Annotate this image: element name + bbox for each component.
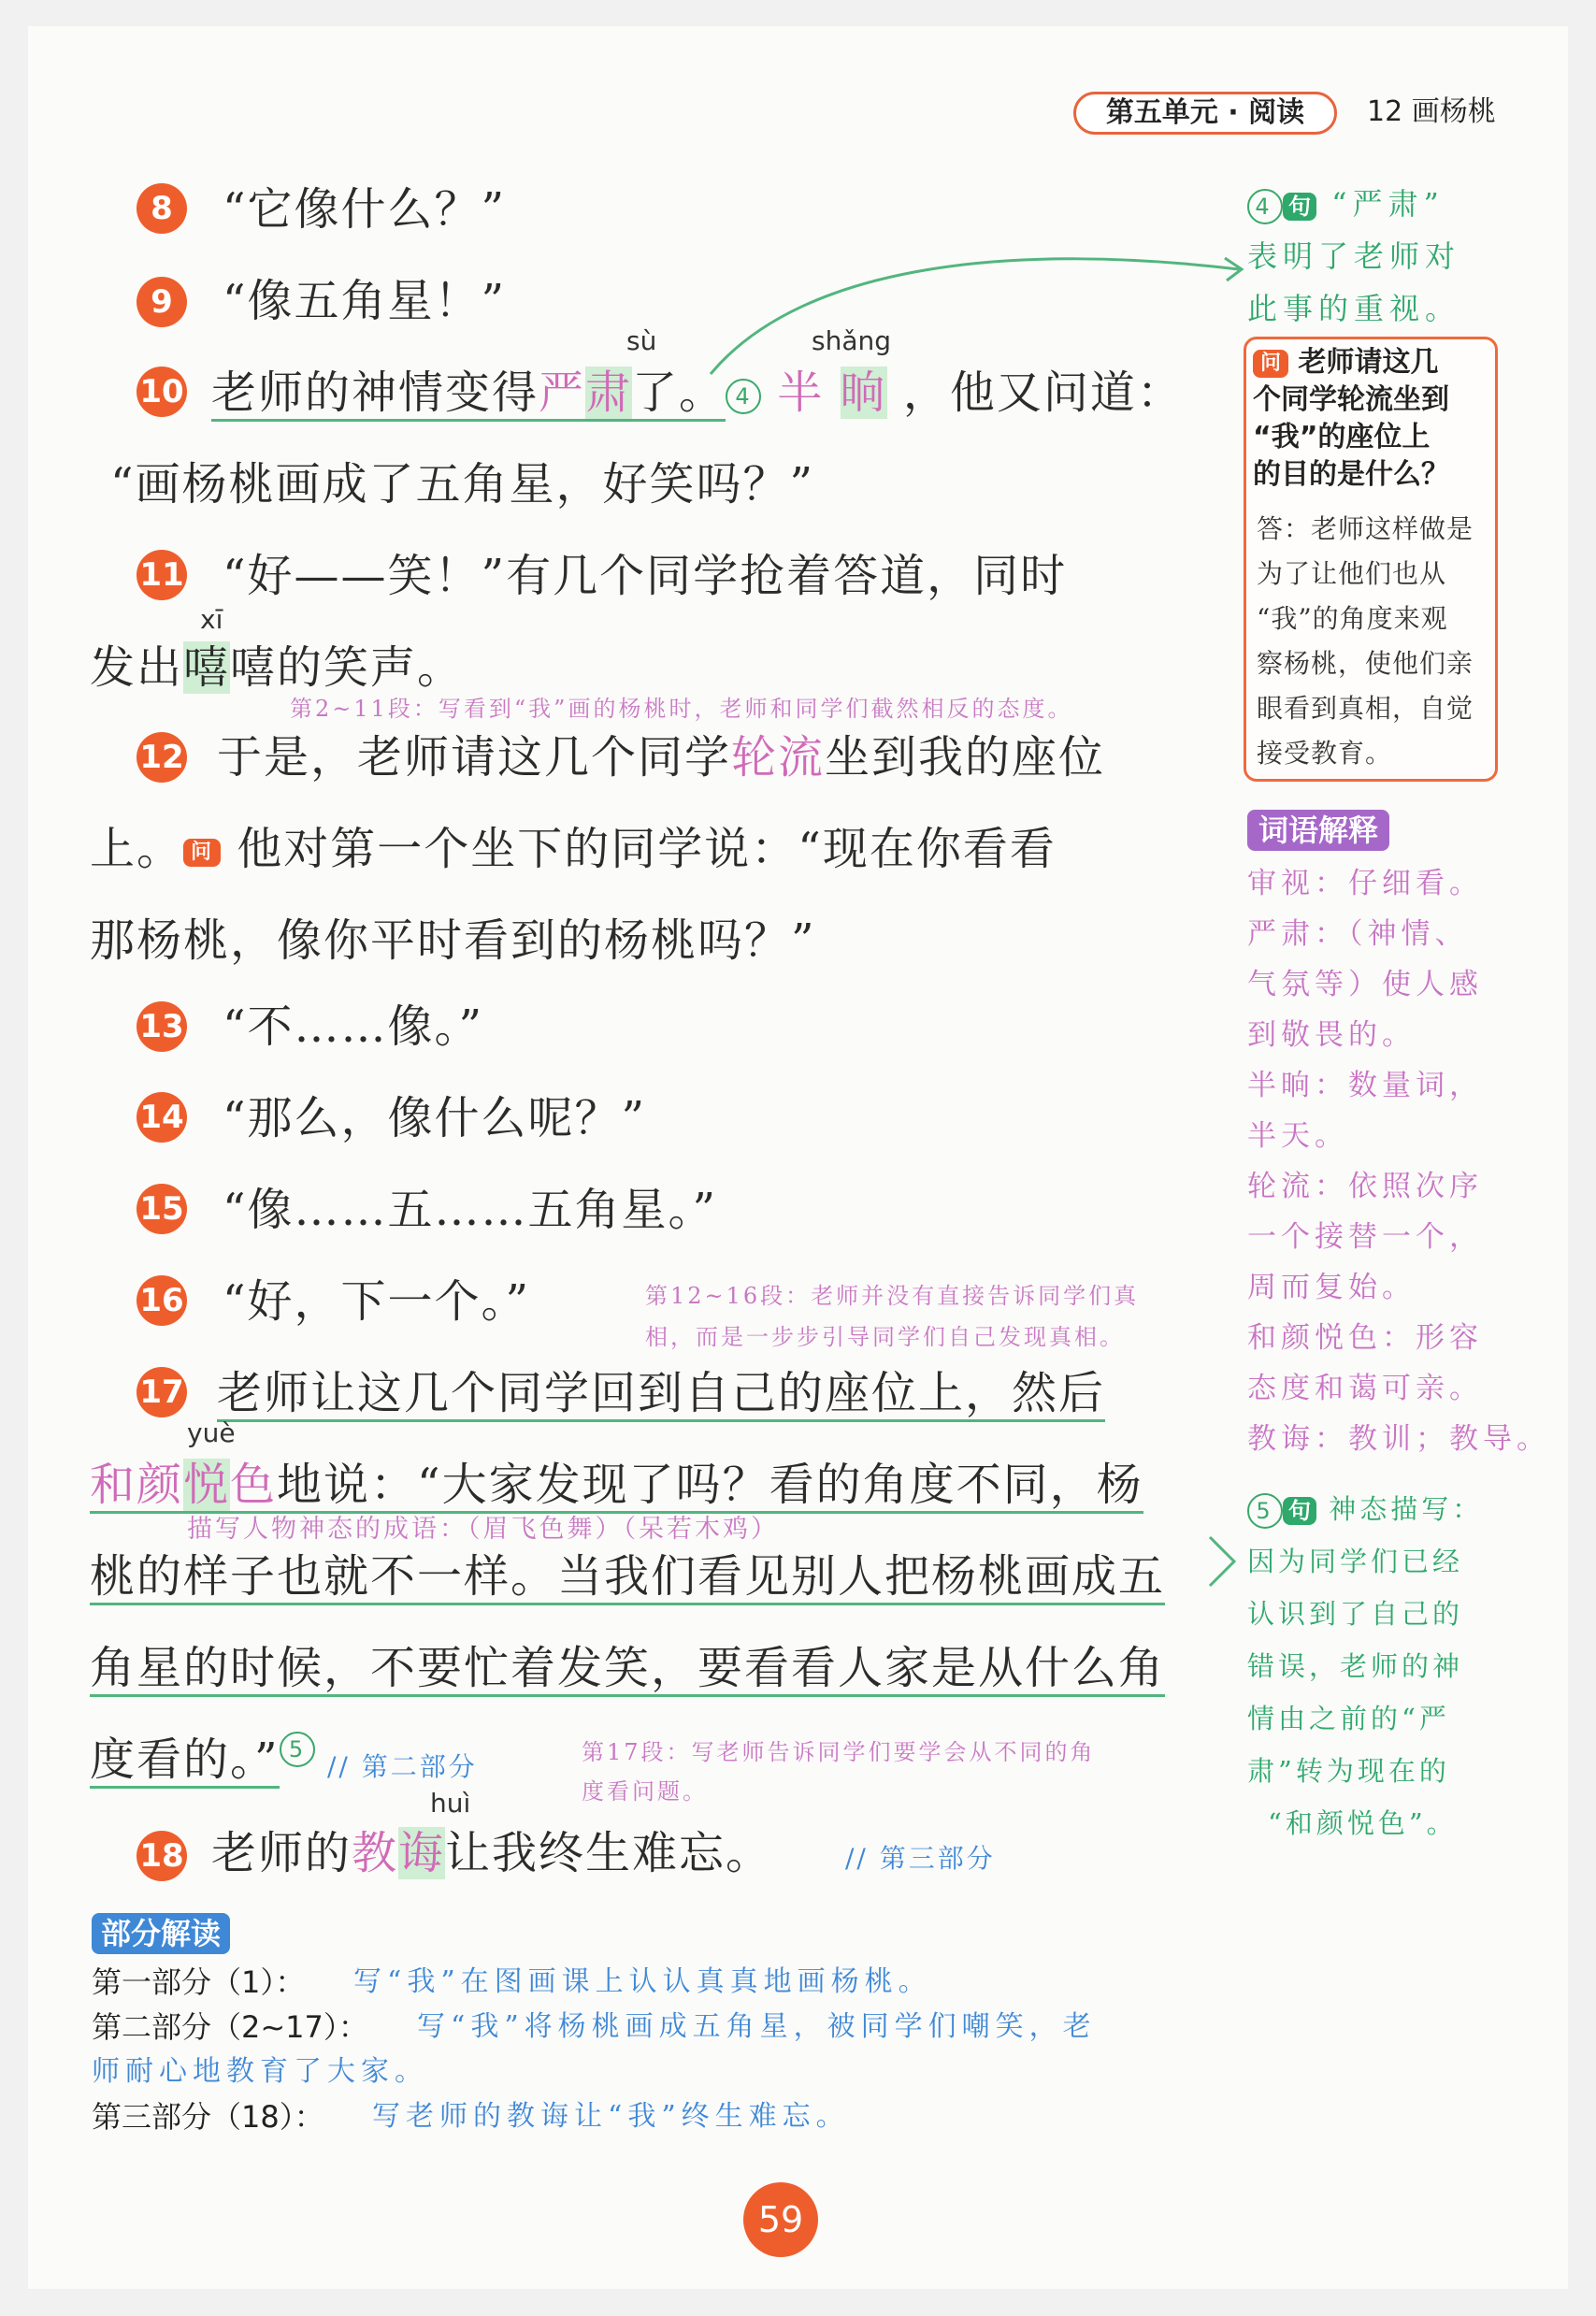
para-12-line3: 那杨桃，像你平时看到的杨桃吗？” xyxy=(90,914,816,967)
question-line: “我”的座位上 xyxy=(1253,421,1431,453)
para-17-line5: 度看的。” 5 xyxy=(90,1732,315,1788)
paragraph-number: 10 xyxy=(137,367,187,417)
glossary-line: 半晌：数量词， xyxy=(1247,1069,1483,1102)
para-13: “不……像。” xyxy=(223,1000,484,1053)
page-number: 59 xyxy=(743,2182,818,2257)
sentence-mark: 4 xyxy=(726,379,761,414)
glossary-line: 周而复始。 xyxy=(1247,1271,1416,1304)
analysis-part-1-text: 写“我”在图画课上认认真真地画杨桃。 xyxy=(353,1965,932,1998)
note-para-17-line1: 第17段：写老师告诉同学们要学会从不同的角 xyxy=(582,1739,1096,1765)
paragraph-number: 15 xyxy=(137,1184,187,1234)
pinyin: sù xyxy=(626,325,657,356)
glossary-line: 态度和蔼可亲。 xyxy=(1247,1372,1483,1405)
side-note-4-line: 此事的重视。 xyxy=(1247,291,1461,326)
note-para-17-line2: 度看问题。 xyxy=(582,1778,708,1805)
annotation-arrow xyxy=(1206,1533,1244,1590)
answer-line: “我”的角度来观 xyxy=(1257,603,1448,634)
annotation-arrow xyxy=(692,224,1253,393)
para-12-line2: 上。 问 他对第一个坐下的同学说：“现在你看看 xyxy=(90,823,1057,875)
answer-line: 答：老师这样做是 xyxy=(1257,513,1474,544)
analysis-part-2-text: 写“我”将杨桃画成五角星，被同学们嘲笑，老 xyxy=(417,2010,1097,2043)
para-11-line1: “好——笑！”有几个同学抢着答道，同时 xyxy=(223,550,1068,602)
para-18: 老师的教诲让我终生难忘。 xyxy=(211,1827,773,1879)
paragraph-number: 18 xyxy=(137,1831,187,1881)
para-16: “好，下一个。” xyxy=(223,1275,531,1328)
side-note-5-line: 情由之前的“严 xyxy=(1247,1703,1450,1734)
side-note-4-head: 4 句 “严肃” xyxy=(1247,178,1445,230)
para-12-line1: 于是，老师请这几个同学轮流坐到我的座位 xyxy=(217,731,1106,784)
side-note-5-line: 错误，老师的神 xyxy=(1247,1650,1464,1682)
side-note-5-line: 因为同学们已经 xyxy=(1247,1546,1464,1577)
question-icon: 问 xyxy=(1253,350,1288,378)
glossary-line: 到敬畏的。 xyxy=(1247,1018,1416,1052)
side-note-5-line: “和颜悦色”。 xyxy=(1268,1807,1458,1839)
lesson-title: 12 画杨桃 xyxy=(1367,95,1496,128)
para-17-line3: 桃的样子也就不一样。当我们看见别人把杨桃画成五 xyxy=(90,1548,1165,1604)
analysis-part-3-label: 第三部分（18）： xyxy=(92,2099,324,2135)
para-10-line1: 老师的神情变得严肃了。 4 半 晌 ，他又问道： xyxy=(211,365,1184,421)
side-note-5-line: 认识到了自己的 xyxy=(1247,1598,1464,1630)
question-icon: 问 xyxy=(183,839,221,867)
para-17-line2: 和颜悦色地说：“大家发现了吗？看的角度不同，杨 xyxy=(90,1457,1143,1513)
para-14: “那么，像什么呢？” xyxy=(223,1092,647,1144)
para-10-line2: “画杨桃画成了五角星，好笑吗？” xyxy=(110,458,815,511)
part-marker: // 第三部分 xyxy=(845,1843,996,1874)
paragraph-number: 16 xyxy=(137,1275,187,1326)
question-line: 个同学轮流坐到 xyxy=(1253,383,1449,416)
analysis-part-2-text: 师耐心地教育了大家。 xyxy=(92,2055,428,2088)
analysis-title: 部分解读 xyxy=(92,1913,230,1954)
glossary-line: 气氛等）使人感 xyxy=(1247,968,1483,1001)
analysis-part-1-label: 第一部分（1）： xyxy=(92,1964,306,2000)
glossary-line: 半天。 xyxy=(1247,1119,1348,1153)
unit-badge: 第五单元 · 阅读 xyxy=(1073,92,1337,135)
answer-line: 接受教育。 xyxy=(1257,738,1393,769)
sentence-mark: 5 xyxy=(280,1732,315,1767)
paragraph-number: 12 xyxy=(137,732,187,783)
side-note-5-head: 5 句 神态描写： xyxy=(1247,1483,1483,1535)
glossary-line: 和颜悦色：形容 xyxy=(1247,1321,1483,1355)
glossary-title: 词语解释 xyxy=(1247,810,1389,851)
answer-line: 眼看到真相，自觉 xyxy=(1257,693,1474,724)
para-17-line1: 老师让这几个同学回到自己的座位上，然后 xyxy=(217,1365,1105,1421)
answer-line: 为了让他们也从 xyxy=(1257,558,1447,589)
paragraph-number: 14 xyxy=(137,1092,187,1143)
para-15: “像……五……五角星。” xyxy=(223,1184,718,1236)
side-note-4-line: 表明了老师对 xyxy=(1247,238,1461,274)
note-para-12-16-line2: 相，而是一步步引导同学们自己发现真相。 xyxy=(645,1324,1125,1350)
para-8: “它像什么？” xyxy=(223,183,507,236)
note-para-2-11: 第2~11段：写看到“我”画的杨桃时，老师和同学们截然相反的态度。 xyxy=(290,696,1073,722)
note-para-12-16-line1: 第12~16段：老师并没有直接告诉同学们真 xyxy=(645,1283,1140,1309)
analysis-part-3-text: 写老师的教诲让“我”终生难忘。 xyxy=(372,2100,850,2133)
question-line: 的目的是什么？ xyxy=(1253,458,1449,491)
analysis-part-2-label: 第二部分（2~17）： xyxy=(92,2009,368,2045)
paragraph-number: 17 xyxy=(137,1367,187,1417)
paragraph-number: 9 xyxy=(137,277,187,327)
pinyin: xī xyxy=(200,604,223,635)
pinyin: huì xyxy=(430,1788,471,1819)
paragraph-number: 11 xyxy=(137,550,187,600)
answer-line: 察杨桃，使他们亲 xyxy=(1257,648,1474,679)
para-9: “像五角星！” xyxy=(223,275,507,327)
question-line: 问 老师请这几 xyxy=(1253,344,1438,381)
para-17-line4: 角星的时候，不要忙着发笑，要看看人家是从什么角 xyxy=(90,1640,1165,1696)
glossary-line: 一个接替一个， xyxy=(1247,1220,1483,1254)
part-marker: // 第二部分 xyxy=(327,1751,478,1782)
glossary-line: 教诲：教训；教导。 xyxy=(1247,1422,1550,1456)
paragraph-number: 8 xyxy=(137,183,187,234)
paragraph-number: 13 xyxy=(137,1001,187,1052)
glossary-line: 轮流：依照次序 xyxy=(1247,1170,1483,1203)
side-note-5-line: 肃”转为现在的 xyxy=(1247,1755,1450,1787)
glossary-line: 严肃：（神情、 xyxy=(1247,917,1469,951)
pinyin: shǎng xyxy=(812,325,892,356)
pinyin: yuè xyxy=(187,1417,236,1448)
glossary-line: 审视：仔细看。 xyxy=(1247,867,1483,900)
para-11-line2: 发出嘻嘻的笑声。 xyxy=(90,641,465,694)
note-idiom: 描写人物神态的成语：（眉飞色舞）（呆若木鸡） xyxy=(187,1515,779,1544)
